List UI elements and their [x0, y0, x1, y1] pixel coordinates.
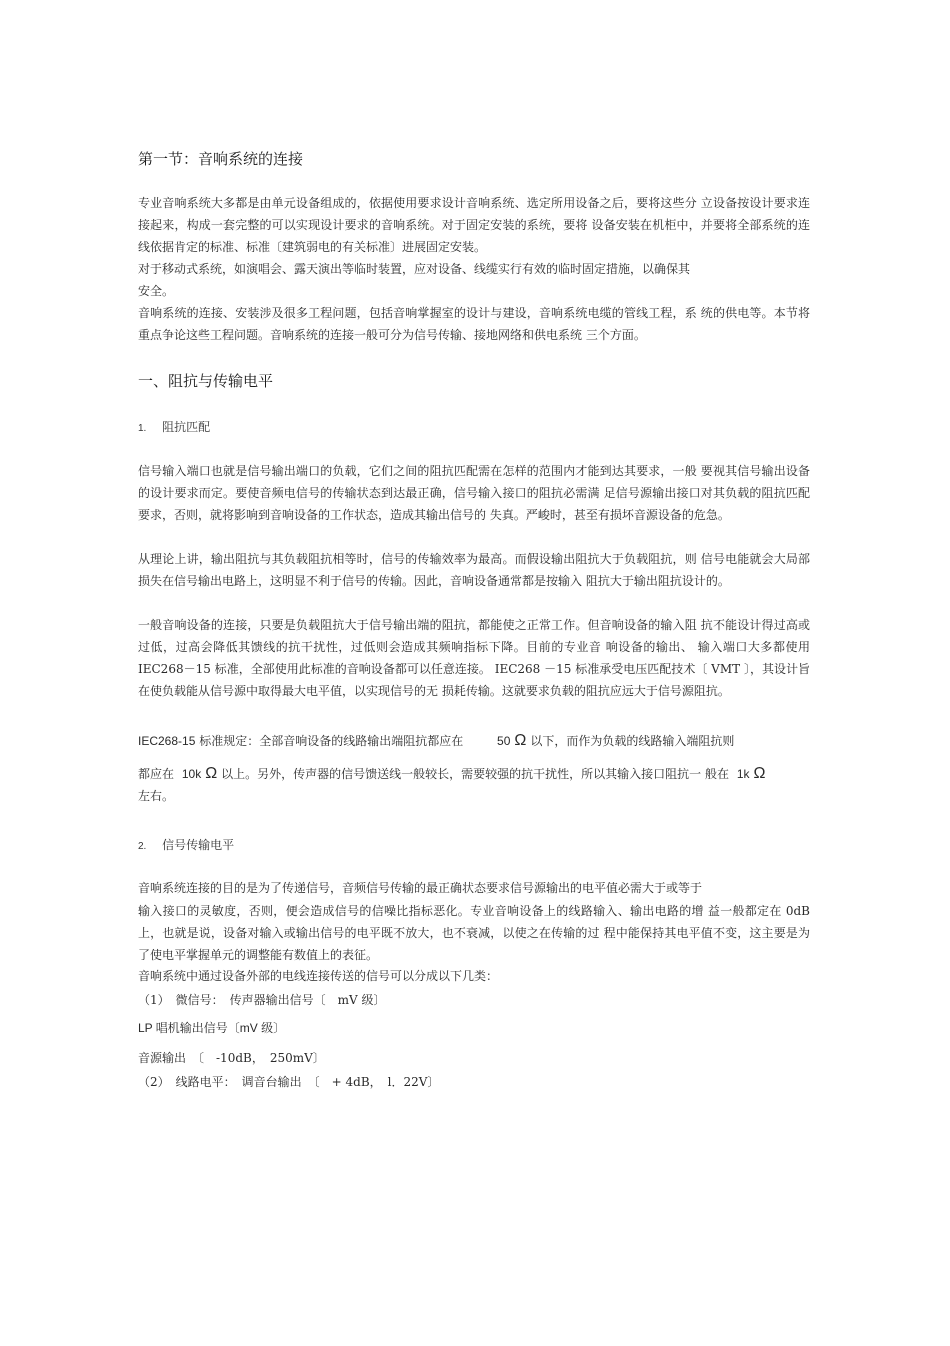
- signal-list-item-2: LP 唱机输出信号〔mV 级〕: [138, 1021, 286, 1035]
- standard-line-2: [138, 764, 769, 784]
- subsection-2-number: 2.: [138, 841, 147, 852]
- signal-paragraph-1b: 输入接口的灵敏度，否则，便会造成信号的信噪比指标恶化。专业音响设备上的线路输入、输出电路的增 益一般都定在 0dB 上，也就是说，设备对输入或输出信号的电平既不放大，也不衰减，以使之在传输的过 程中能保持其电平值不变，这主要是为了使电平掌握单元的调整能有数值上的表征。: [138, 904, 810, 962]
- subsection-2-heading: [138, 836, 234, 853]
- impedance-paragraph-1: 信号输入端口也就是信号输出端口的负载，它们之间的阻抗匹配需在怎样的范围内才能到达其要求，一般 要视其信号输出设备的设计要求而定。要使音频电信号的传输状态到达最正确，信号输入接口的阻抗必需满 足信号源输出接口对其负载的阻抗匹配要求，否则，就将影响到音响设备的工作状态，造成其输出信号的 失真。严峻时，甚至有损坏音源设备的危急。: [138, 464, 810, 522]
- intro-paragraph-3: 音响系统的连接、安装涉及很多工程问题，包括音响掌握室的设计与建设，音响系统电缆的管线工程，系 统的供电等。本节将重点争论这些工程问题。音响系统的连接一般可分为信号传输、接地网络和供电系统 三个方面。: [138, 306, 810, 342]
- standard-line-1: [138, 731, 734, 751]
- intro-paragraph-2b: 安全。: [138, 284, 175, 298]
- std-text-d: 以下，而作为负载的线路输入端阻抗则: [530, 734, 735, 748]
- std2-text-a: 都应在: [138, 767, 175, 781]
- signal-list-item-1: （1） 微信号： 传声器输出信号〔 mV 级〕: [138, 993, 386, 1007]
- std2-text-c: 以上。另外，传声器的信号馈送线一般较长，需要较强的抗干扰性，所以其输入接口阻抗一 般在: [221, 767, 729, 781]
- signal-paragraph-1a: 音响系统连接的目的是为了传递信号，音频信号传输的最正确状态要求信号源输出的电平值必需大于或等于: [138, 881, 703, 895]
- section1-title: 一、阻抗与传输电平: [138, 372, 274, 390]
- section-title: 第一节：音响系统的连接: [138, 150, 304, 168]
- signal-list-item-3: 音源输出 〔 -10dB， 250mV〕: [138, 1051, 325, 1065]
- signal-paragraph-2: 音响系统中通过设备外部的电线连接传送的信号可以分成以下几类：: [138, 969, 499, 983]
- subsection-1-title: 阻抗匹配: [162, 420, 211, 434]
- omega-symbol: Ω: [514, 732, 527, 749]
- std-text-b: 标准规定：全部音响设备的线路输出端阻抗都应在: [199, 734, 464, 748]
- intro-paragraph-2a: 对于移动式系统，如演唱会、露天演出等临时装置，应对设备、线缆实行有效的临时固定措施，以确保其: [138, 262, 691, 276]
- omega-symbol: Ω: [753, 765, 766, 782]
- omega-symbol: Ω: [205, 765, 218, 782]
- impedance-paragraph-3: 一般音响设备的连接，只要是负载阻抗大于信号输出端的阻抗，都能使之正常工作。但音响设备的输入阻 抗不能设计得过高或过低，过高会降低其馈线的抗干扰性，过低则会造成其频响指标下降。目前的专业音 响设备的输出、 输入端口大多都使用 IEC268－15 标准，全部使用此标准的音响设备都可以任意连接。 IEC268 －15 标准承受电压匹配技术〔 VMT 〕，其设计旨在使负载能从信号源中取得最大电平值，以实现信号的无 损耗传输。这就要求负载的阻抗应远大于信号源阻抗。: [138, 618, 810, 698]
- std-value-50: 50: [497, 734, 511, 748]
- subsection-1-number: 1.: [138, 423, 147, 434]
- std2-value-10k: 10k: [181, 767, 202, 781]
- std-code: IEC268-15: [138, 734, 196, 748]
- standard-line-3: 左右。: [138, 789, 175, 803]
- subsection-2-title: 信号传输电平: [162, 838, 235, 852]
- signal-list-item-4: （2） 线路电平： 调音台输出 〔 + 4dB， l．22V〕: [138, 1075, 440, 1089]
- subsection-1-heading: [138, 418, 210, 435]
- intro-paragraph-1: 专业音响系统大多都是由单元设备组成的，依据使用要求设计音响系统、选定所用设备之后，要将这些分 立设备按设计要求连接起来，构成一套完整的可以实现设计要求的音响系统。对于固定安装的系统，要将 设备安装在机柜中，并要将全部系统的连线依据肯定的标准、标准〔建筑弱电的有关标准〕进展固定安装。: [138, 196, 810, 254]
- std2-value-1k: 1k: [736, 767, 750, 781]
- impedance-paragraph-2: 从理论上讲，输出阻抗与其负载阻抗相等时，信号的传输效率为最高。而假设输出阻抗大于负载阻抗，则 信号电能就会大局部损失在信号输出电路上，这明显不利于信号的传输。因此，音响设备通常都是按输入 阻抗大于输出阻抗设计的。: [138, 552, 810, 588]
